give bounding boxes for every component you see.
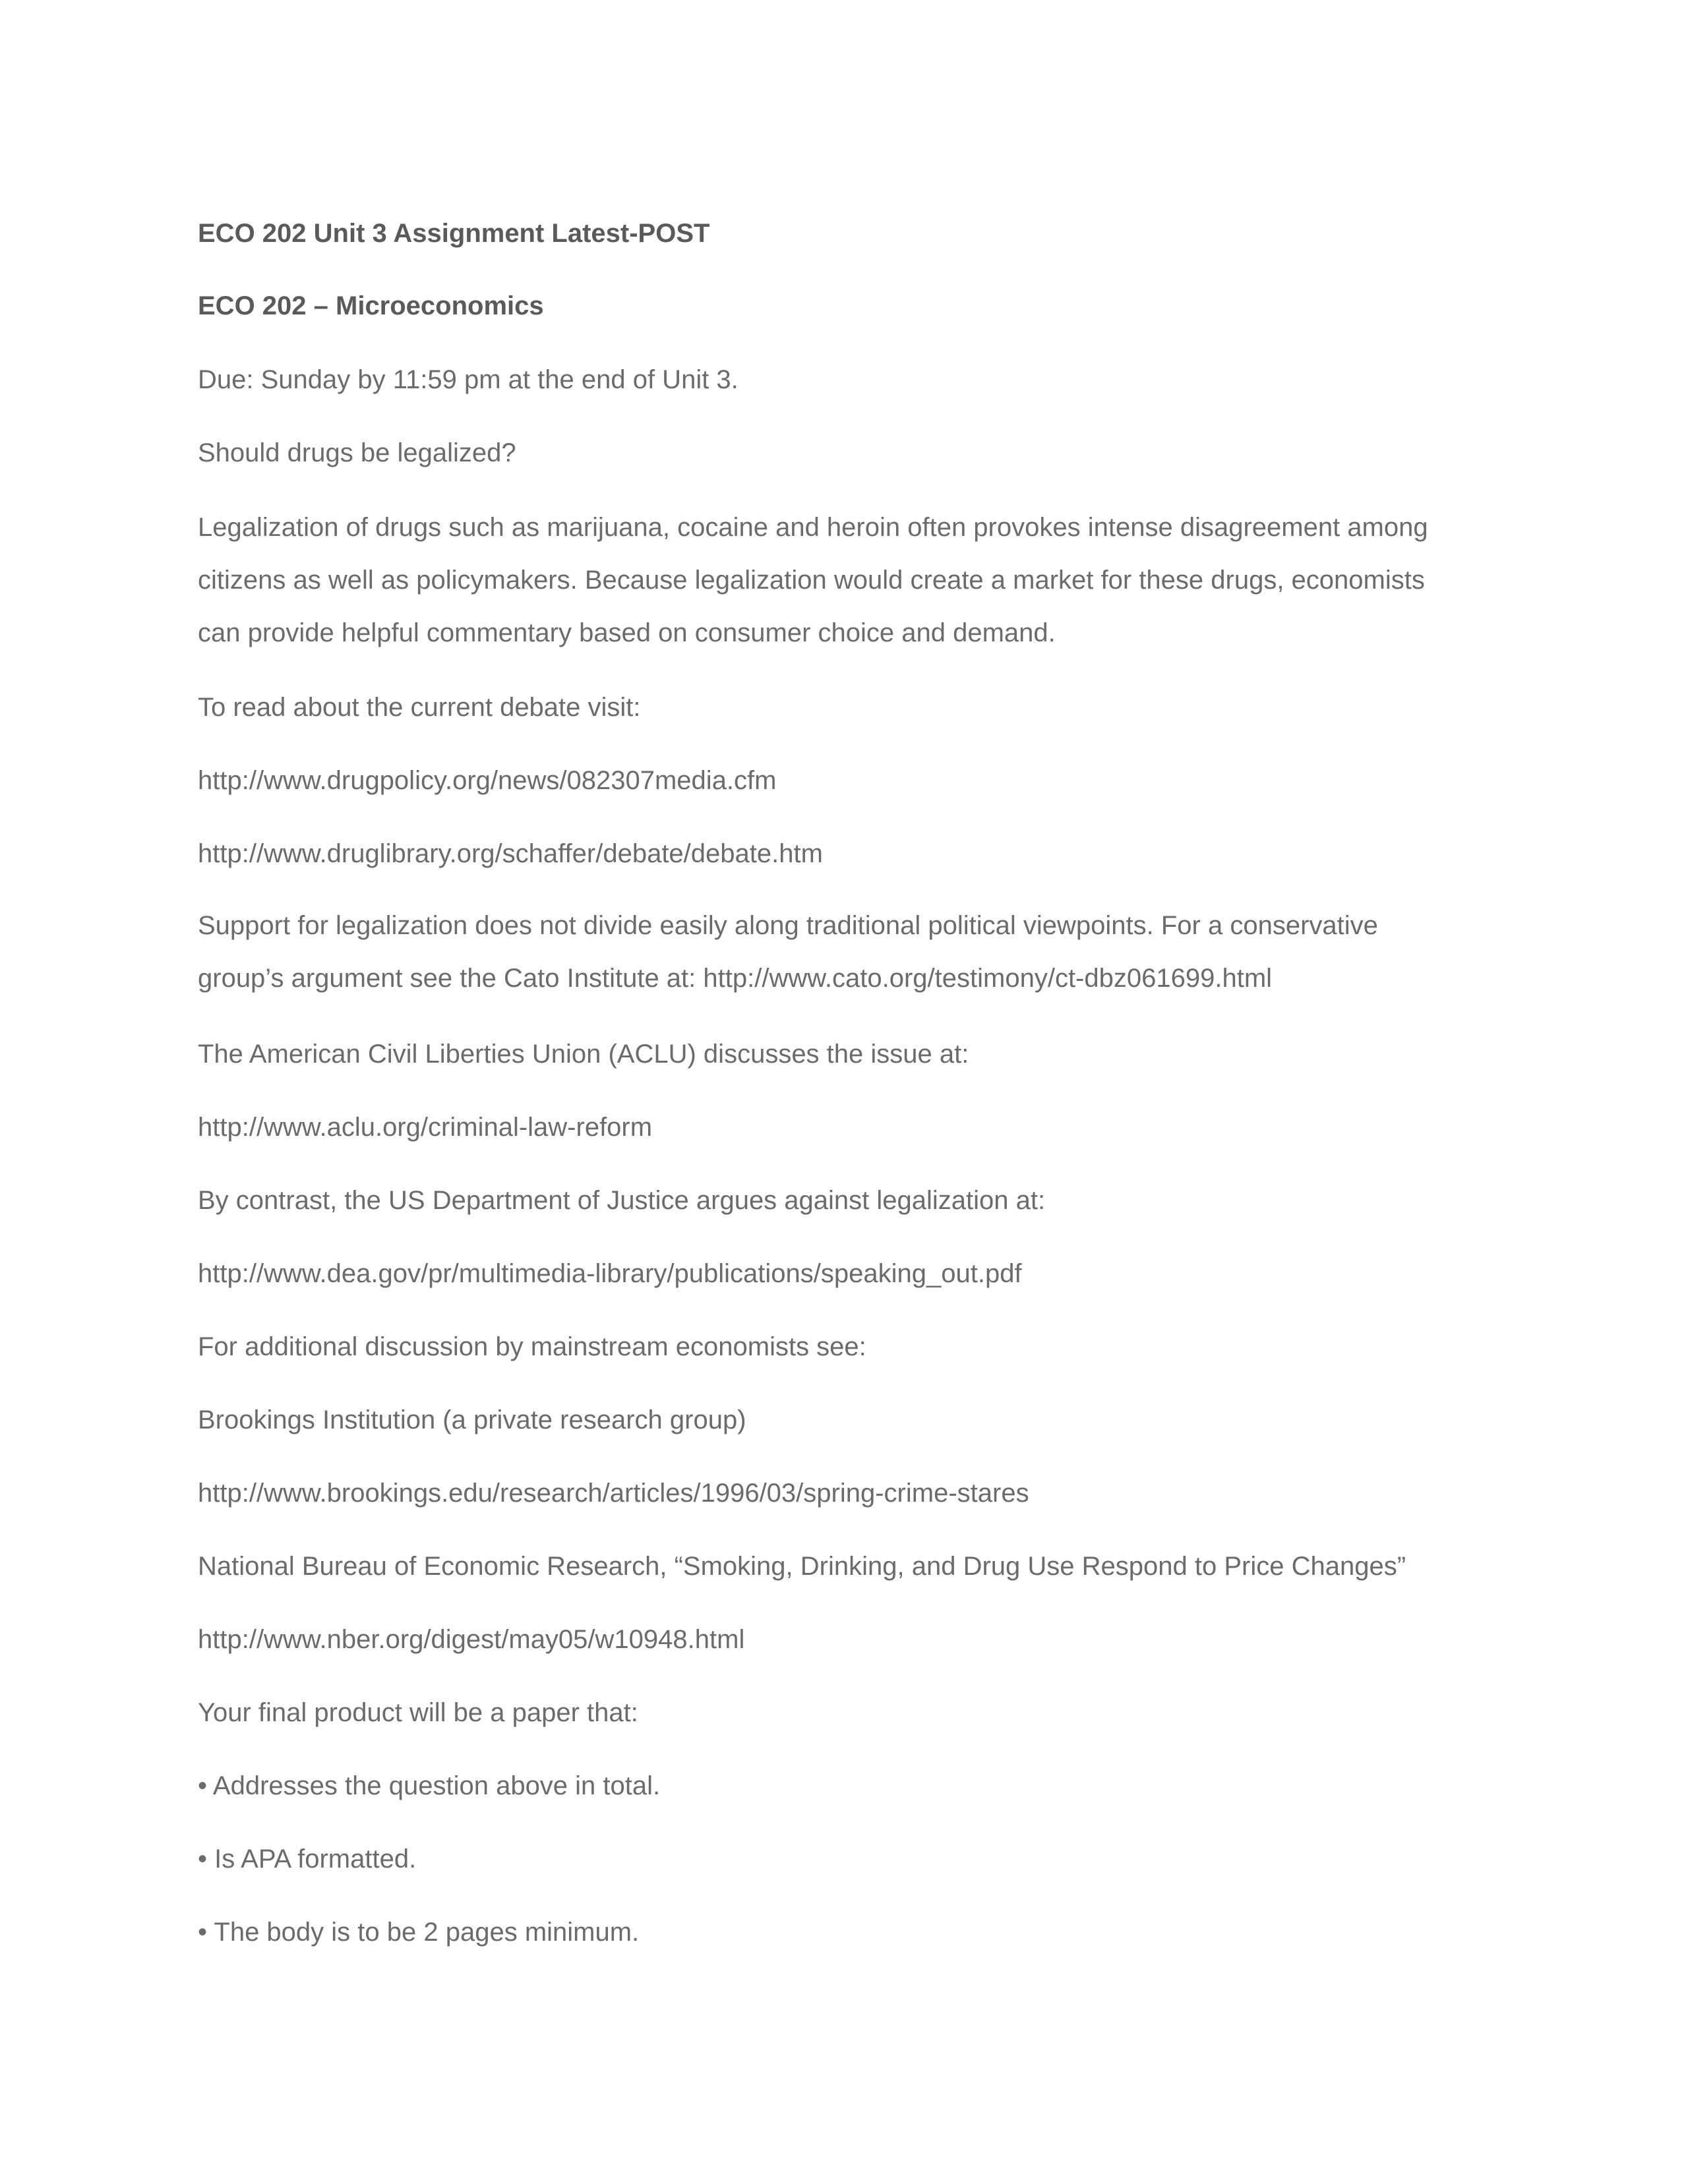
link-brookings: http://www.brookings.edu/research/articles/1996/03/spring-crime-stares <box>198 1479 1029 1508</box>
intro-line: citizens as well as policymakers. Because legalization would create a market for these drugs, economists <box>198 566 1425 595</box>
question: Should drugs be legalized? <box>198 438 516 467</box>
econ-intro: For additional discussion by mainstream economists see: <box>198 1332 866 1361</box>
link-dea: http://www.dea.gov/pr/multimedia-library/publications/speaking_out.pdf <box>198 1259 1022 1288</box>
support-paragraph <box>198 899 1490 1005</box>
aclu-intro: The American Civil Liberties Union (ACLU) discusses the issue at: <box>198 1040 969 1069</box>
link-aclu: http://www.aclu.org/criminal-law-reform <box>198 1113 653 1142</box>
link-nber: http://www.nber.org/digest/may05/w10948.html <box>198 1625 745 1654</box>
intro-line: Legalization of drugs such as marijuana, cocaine and heroin often provokes intense disagreement among <box>198 513 1428 542</box>
nber-label: National Bureau of Economic Research, “Smoking, Drinking, and Drug Use Respond to Price Changes” <box>198 1552 1406 1581</box>
brookings-label: Brookings Institution (a private research group) <box>198 1405 746 1434</box>
doj-intro: By contrast, the US Department of Justice argues against legalization at: <box>198 1186 1046 1215</box>
read-intro: To read about the current debate visit: <box>198 693 641 722</box>
due-date: Due: Sunday by 11:59 pm at the end of Unit 3. <box>198 365 738 394</box>
bullet-item: • Addresses the question above in total. <box>198 1771 661 1800</box>
intro-line: can provide helpful commentary based on consumer choice and demand. <box>198 618 1056 647</box>
course-title: ECO 202 – Microeconomics <box>198 291 544 320</box>
link-druglibrary: http://www.druglibrary.org/schaffer/debate/debate.htm <box>198 839 823 868</box>
final-intro: Your final product will be a paper that: <box>198 1698 638 1727</box>
intro-paragraph <box>198 501 1490 659</box>
bullet-item: • Is APA formatted. <box>198 1845 417 1874</box>
support-line: Support for legalization does not divide easily along traditional political viewpoints. For a conservative <box>198 911 1378 940</box>
support-line: group’s argument see the Cato Institute at: http://www.cato.org/testimony/ct-dbz061699.html <box>198 964 1273 993</box>
document-title: ECO 202 Unit 3 Assignment Latest-POST <box>198 219 710 248</box>
link-drugpolicy: http://www.drugpolicy.org/news/082307media.cfm <box>198 766 777 795</box>
bullet-item: • The body is to be 2 pages minimum. <box>198 1918 640 1947</box>
